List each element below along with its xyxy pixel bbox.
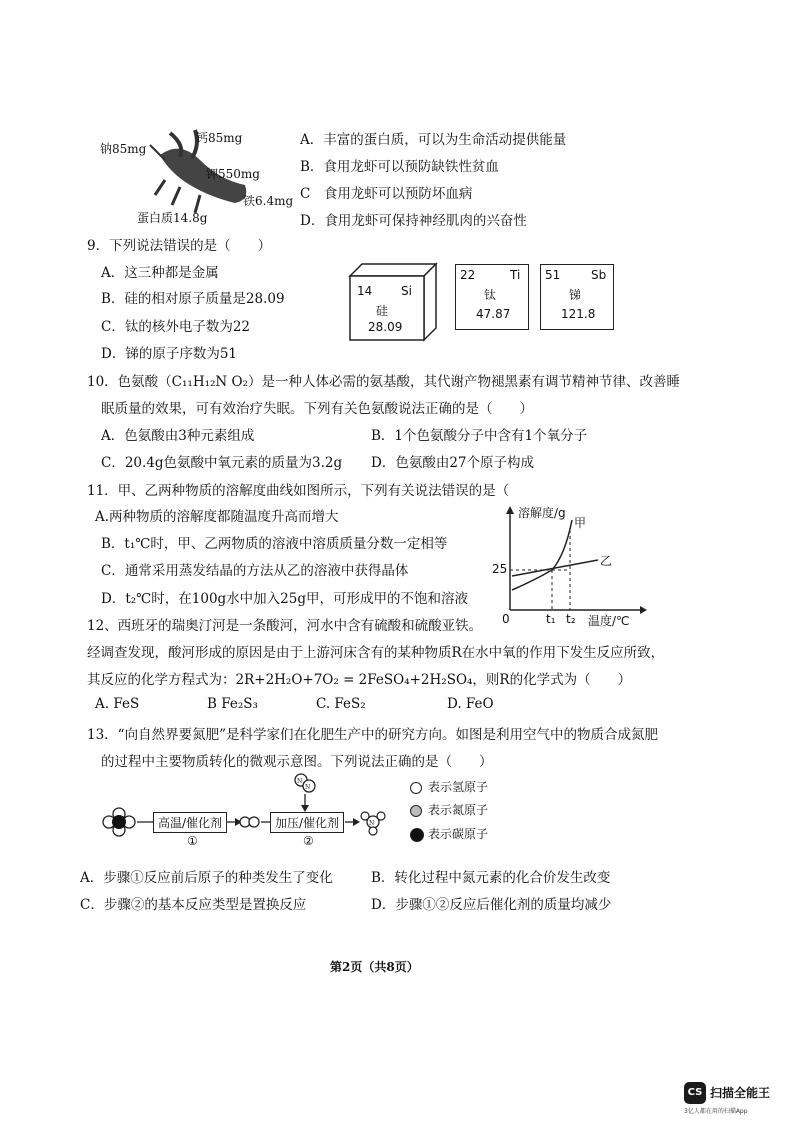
q12-option-c: C. FeS₂	[316, 696, 366, 712]
element-name: 硅	[376, 304, 389, 318]
nutrient-k: 钾550mg	[206, 167, 260, 181]
q12-stem-line2: 经调查发现，酸河形成的原因是由于上游河床含有的某种物质R在水中氧的作用下发生反应所致，	[87, 645, 665, 661]
q9-stem: 9．下列说法错误的是（ ）	[87, 238, 272, 254]
q11-option-a: A.两种物质的溶解度都随温度升高而增大	[95, 509, 339, 525]
svg-text:N: N	[305, 784, 311, 791]
q10-stem-line1: 10．色氨酸（C₁₁H₁₂N O₂）是一种人体必需的氨基酸，其代谢产物褪黑素有调节精神节律、改善睡	[87, 374, 681, 390]
q10-option-a: A．色氨酸由3种元素组成	[101, 428, 255, 444]
chart-t1: t₁	[546, 612, 556, 626]
element-number: 22	[460, 268, 476, 282]
step1-number: ①	[187, 834, 198, 848]
q9-option-b: B．硅的相对原子质量是28.09	[101, 291, 285, 307]
svg-text:N: N	[369, 820, 375, 827]
series-jia-label: 甲	[574, 516, 587, 530]
solubility-chart	[490, 500, 650, 628]
q12-option-a: A. FeS	[95, 696, 140, 712]
nutrient-ca: 钙85mg	[196, 131, 243, 145]
q9-option-a: A．这三种都是金属	[101, 265, 219, 281]
q11-stem: 11．甲、乙两种物质的溶解度曲线如图所示，下列有关说法错误的是（	[87, 483, 510, 499]
q12-stem-line3: 其反应的化学方程式为：2R+2H₂O+7O₂ = 2FeSO₄+2H₂SO₄，则R的化学式为（ ）	[87, 672, 632, 688]
q13-option-a: A．步骤①反应前后原子的种类发生了变化	[80, 870, 333, 886]
element-name: 钛	[484, 288, 497, 302]
element-card-sb	[540, 264, 614, 330]
cs-logo-icon: CS	[684, 1082, 706, 1104]
chart-t2: t₂	[566, 612, 576, 626]
step1-box: 高温/催化剂	[153, 812, 227, 833]
app-name: 扫描全能王	[710, 1086, 771, 1100]
scanner-app-badge	[684, 1082, 784, 1114]
q13-option-c: C．步骤②的基本反应类型是置换反应	[80, 897, 307, 913]
q13-stem-line2: 的过程中主要物质转化的微观示意图。下列说法正确的是（ ）	[101, 754, 493, 770]
q8-option-a: A．丰富的蛋白质，可以为生命活动提供能量	[300, 132, 567, 148]
element-mass: 47.87	[476, 307, 511, 321]
element-mass: 28.09	[368, 320, 403, 334]
q11-option-b: B．t₁℃时，甲、乙两物质的溶液中溶质质量分数一定相等	[101, 536, 448, 552]
element-mass: 121.8	[561, 307, 596, 321]
q13-option-b: B．转化过程中氮元素的化合价发生改变	[371, 870, 611, 886]
nitrogen-atom-icon	[410, 805, 422, 817]
element-number: 14	[357, 284, 373, 298]
q12-option-d: D. FeO	[447, 696, 494, 712]
q8-option-b: B．食用龙虾可以预防缺铁性贫血	[300, 159, 499, 175]
element-symbol: Sb	[591, 268, 607, 282]
page-number: 第2页（共8页）	[330, 960, 419, 974]
element-card-ti	[455, 264, 529, 330]
q9-option-d: D．锑的原子序数为51	[101, 346, 238, 362]
q13-stem-line1: 13．“向自然界要氮肥”是科学家们在化肥生产中的研究方向。如图是利用空气中的物质合成氮肥	[87, 727, 658, 743]
chart-ylabel: 溶解度/g	[518, 506, 566, 520]
series-yi-label: 乙	[600, 554, 613, 568]
q12-option-b: B Fe₂S₃	[207, 696, 258, 712]
legend-nitrogen: 表示氮原子	[428, 803, 489, 817]
legend-carbon: 表示碳原子	[428, 827, 489, 841]
chart-xlabel: 温度/℃	[588, 614, 630, 628]
step2-box: 加压/催化剂	[270, 812, 344, 833]
app-tagline: 3亿人都在用的扫描App	[684, 1108, 748, 1115]
q11-option-d: D．t₂℃时，在100g水中加入25g甲，可形成甲的不饱和溶液	[101, 591, 468, 607]
nutrient-na: 钠85mg	[100, 142, 147, 156]
carbon-atom-icon	[410, 828, 424, 842]
svg-text:N: N	[297, 778, 303, 785]
step2-number: ②	[303, 834, 314, 848]
q8-option-c: C 食用龙虾可以预防坏血病	[300, 186, 473, 202]
q13-option-d: D．步骤①②反应后催化剂的质量均减少	[371, 897, 612, 913]
element-number: 51	[545, 268, 561, 282]
q9-option-c: C．钛的核外电子数为22	[101, 319, 251, 335]
q12-stem-line1: 12、西班牙的瑞奥汀河是一条酸河，河水中含有硫酸和硫酸亚铁。	[87, 618, 483, 634]
diagram-legend	[410, 778, 520, 848]
q11-option-c: C．通常采用蒸发结晶的方法从乙的溶液中获得晶体	[101, 563, 409, 579]
chart-ytick: 25	[492, 562, 508, 576]
curve-jia	[512, 520, 572, 590]
reaction-diagram	[95, 770, 415, 850]
element-symbol: Ti	[510, 268, 521, 282]
q8-option-d: D．食用龙虾可保持神经肌肉的兴奋性	[300, 213, 527, 229]
q10-stem-line2: 眠质量的效果，可有效治疗失眠。下列有关色氨酸说法正确的是（ ）	[101, 401, 533, 417]
nutrient-protein: 蛋白质14.8g	[137, 211, 208, 225]
curve-yi	[512, 560, 598, 576]
q10-option-d: D．色氨酸由27个原子构成	[371, 455, 535, 471]
q10-option-c: C．20.4g色氨酸中氧元素的质量为3.2g	[101, 455, 343, 471]
element-card-si	[348, 262, 438, 342]
chart-origin: 0	[502, 612, 510, 626]
legend-hydrogen: 表示氢原子	[428, 780, 489, 794]
element-symbol: Si	[401, 284, 412, 298]
nutrient-fe: 铁6.4mg	[243, 194, 294, 208]
element-name: 锑	[569, 288, 582, 302]
q10-option-b: B．1个色氨酸分子中含有1个氧分子	[371, 428, 588, 444]
hydrogen-atom-icon	[410, 782, 422, 794]
